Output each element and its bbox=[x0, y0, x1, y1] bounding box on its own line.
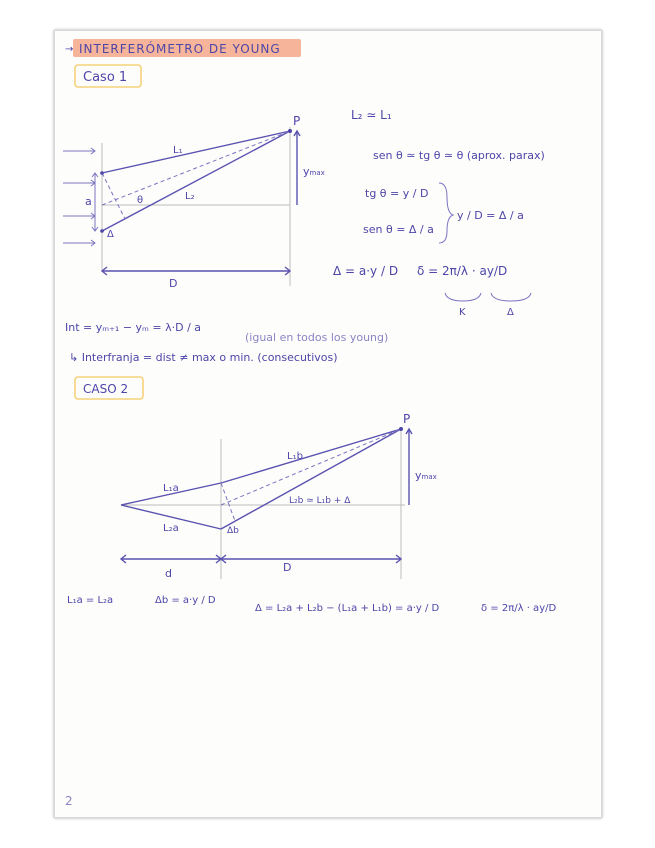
caso1-label-ymax: ymax bbox=[303, 165, 325, 178]
caso1-diagram bbox=[63, 114, 325, 290]
caso1-label-l1: L₁ bbox=[173, 145, 183, 156]
caso1-label: Caso 1 bbox=[83, 70, 128, 85]
eq2-delta-b: Δb = a·y / D bbox=[155, 595, 216, 606]
brace-k bbox=[445, 293, 481, 301]
title-arrow: → bbox=[65, 44, 74, 55]
caso2-label-l2b: L₂b ≃ L₁b + Δ bbox=[289, 496, 351, 506]
caso2-label-ymax: ymax bbox=[415, 469, 437, 482]
caso2-diagram bbox=[121, 412, 437, 580]
caso2-label-delta-b: Δb bbox=[227, 526, 239, 536]
eq-ratio: y / D = Δ / a bbox=[457, 209, 524, 222]
handwritten-notes bbox=[55, 31, 601, 817]
caso2-label-d: D bbox=[283, 561, 292, 574]
caso2-label-l1a: L₁a bbox=[163, 483, 179, 494]
eq-interfranja: Int = yₘ₊₁ − yₘ = λ·D / a bbox=[65, 321, 202, 334]
caso2-label-l1b: L₁b bbox=[287, 451, 303, 462]
caso1-label-a: a bbox=[85, 195, 92, 208]
caso2-label-l2a: L₂a bbox=[163, 523, 179, 534]
caso1-label-d: D bbox=[169, 277, 178, 290]
caso2-point-p: P bbox=[403, 412, 411, 426]
eq2-phase: δ = 2π/λ · ay/D bbox=[481, 603, 557, 614]
brace-delta bbox=[491, 293, 531, 301]
caso1-point-p: P bbox=[293, 114, 301, 128]
brace-delta-label: Δ bbox=[507, 307, 514, 318]
note-igual: (igual en todos los young) bbox=[245, 331, 389, 344]
caso2-label: CASO 2 bbox=[83, 382, 129, 396]
page-number: 2 bbox=[65, 794, 73, 808]
caso1-label-delta: Δ bbox=[107, 229, 114, 240]
note-interfranja: ↳ Interfranja = dist ≠ max o min. (consecutivos) bbox=[69, 351, 338, 364]
caso1-label-l2: L₂ bbox=[185, 191, 195, 202]
caso1-label-theta: θ bbox=[137, 195, 144, 206]
page-title: INTERFERÓMETRO DE YOUNG bbox=[79, 42, 281, 56]
eq-l2-l1: L₂ ≃ L₁ bbox=[351, 108, 392, 122]
brace-k-label: K bbox=[459, 307, 466, 318]
caso1-curly-brace bbox=[439, 183, 453, 243]
caso2-label-small-d: d bbox=[165, 567, 172, 580]
eq2-delta: Δ = L₂a + L₂b − (L₁a + L₁b) = a·y / D bbox=[255, 603, 440, 614]
eq-tg: tg θ = y / D bbox=[365, 187, 429, 200]
eq-delta: Δ = a·y / D bbox=[333, 264, 399, 278]
notebook-page bbox=[54, 30, 602, 818]
eq2-l1a-l2a: L₁a = L₂a bbox=[67, 595, 114, 606]
eq-sen-tg: sen θ ≃ tg θ ≃ θ (aprox. parax) bbox=[373, 149, 545, 162]
eq-sen2: sen θ = Δ / a bbox=[363, 223, 434, 236]
eq-phase: δ = 2π/λ · ay/D bbox=[417, 264, 508, 278]
